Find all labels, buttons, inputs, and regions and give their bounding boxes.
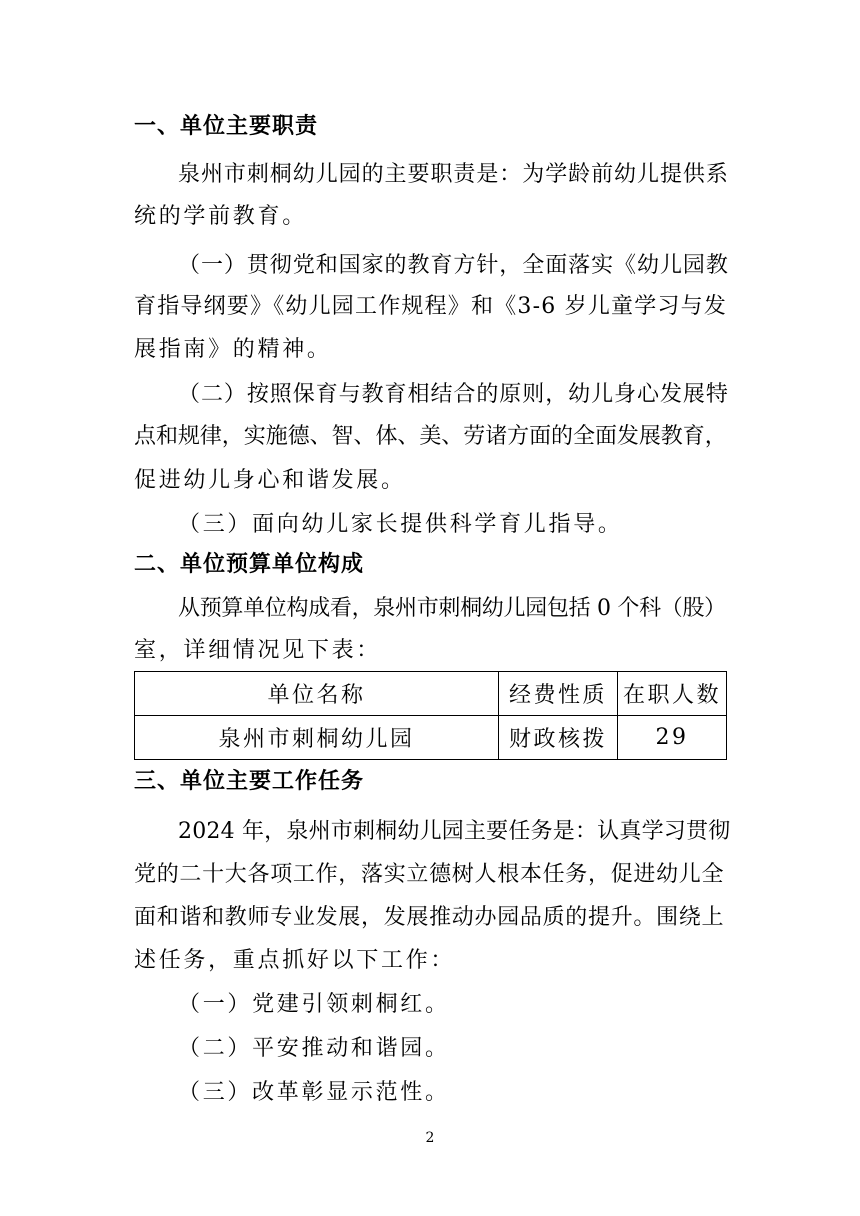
paragraph-line: （二）平安推动和谐园。 — [178, 1036, 450, 1061]
paragraph-line: 党的二十大各项工作，落实立德树人根本任务，促进幼儿全 — [134, 862, 725, 887]
unit-table — [134, 671, 727, 760]
paragraph-line: （三）改革彰显示范性。 — [178, 1080, 450, 1105]
table-row — [135, 716, 727, 760]
table-cell: 财政核拨 — [499, 716, 618, 760]
paragraph-line: 泉州市刺桐幼儿园的主要职责是：为学龄前幼儿提供系 — [178, 162, 729, 187]
table-header-cell: 经费性质 — [499, 672, 618, 716]
paragraph-line: 从预算单位构成看，泉州市刺桐幼儿园包括 0 个科（股） — [178, 596, 726, 621]
paragraph-line: 述任务，重点抓好以下工作： — [134, 948, 456, 973]
table-cell: 泉州市刺桐幼儿园 — [135, 716, 499, 760]
section-heading-composition: 二、单位预算单位构成 — [134, 552, 365, 577]
paragraph-line: 统的学前教育。 — [134, 204, 307, 229]
table-header-cell: 单位名称 — [135, 672, 499, 716]
paragraph-line: （一）贯彻党和国家的教育方针，全面落实《幼儿园教 — [178, 253, 729, 278]
paragraph-line: （一）党建引领刺桐红。 — [178, 992, 450, 1017]
paragraph-line: 室，详细情况见下表： — [134, 638, 382, 663]
paragraph-line: 点和规律，实施德、智、体、美、劳诸方面的全面发展教育， — [134, 424, 727, 449]
section-heading-tasks: 三、单位主要工作任务 — [134, 769, 365, 794]
paragraph-line: 育指导纲要》《幼儿园工作规程》和《3-6 岁儿童学习与发 — [134, 294, 728, 319]
paragraph-line: 促进幼儿身心和谐发展。 — [134, 468, 406, 493]
table-header-cell: 在职人数 — [618, 672, 727, 716]
paragraph-line: 展指南》的精神。 — [134, 337, 332, 362]
paragraph-line: （三）面向幼儿家长提供科学育儿指导。 — [178, 512, 623, 537]
table-header-row — [135, 672, 727, 716]
section-heading-duties: 一、单位主要职责 — [134, 114, 319, 139]
paragraph-line: （二）按照保育与教育相结合的原则，幼儿身心发展特 — [178, 382, 729, 407]
paragraph-line: 面和谐和教师专业发展，发展推动办园品质的提升。围绕上 — [134, 905, 725, 930]
paragraph-line: 2024 年，泉州市刺桐幼儿园主要任务是：认真学习贯彻 — [178, 819, 731, 844]
table-cell: 29 — [618, 716, 727, 760]
page-number: 2 — [425, 1130, 435, 1146]
